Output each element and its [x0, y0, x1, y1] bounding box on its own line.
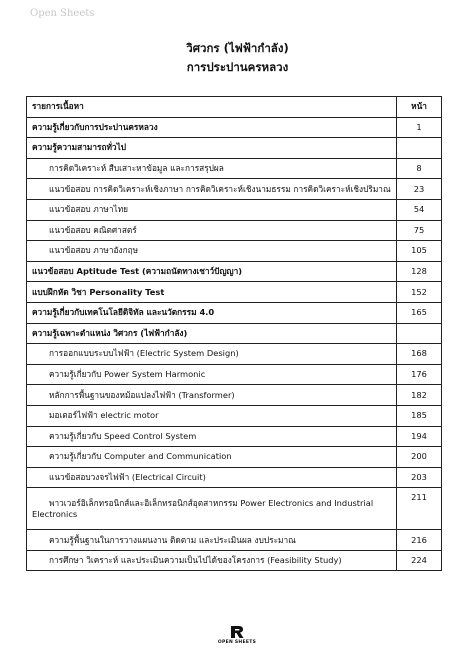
- entry-page-cell: [397, 138, 442, 159]
- entry-title-cell: ความรู้เกี่ยวกับ Computer and Communication: [27, 447, 397, 468]
- entry-page-cell: 194: [397, 426, 442, 447]
- entry-title-cell: หลักการพื้นฐานของหม้อแปลงไฟฟ้า (Transformer): [27, 385, 397, 406]
- table-row: [27, 467, 442, 488]
- table-row: [27, 138, 442, 159]
- entry-page-cell: 216: [397, 530, 442, 551]
- open-sheets-logo-icon: [228, 624, 246, 640]
- entry-page-cell: 203: [397, 467, 442, 488]
- entry-title-cell: การคิดวิเคราะห์ สืบเสาะหาข้อมูล และการสรุปผล: [27, 158, 397, 179]
- entry-title-cell: มอเตอร์ไฟฟ้า electric motor: [27, 405, 397, 426]
- table-row: [27, 117, 442, 138]
- entry-title-cell: ความรู้เกี่ยวกับการประปานครหลวง: [27, 117, 397, 138]
- entry-page-cell: 105: [397, 241, 442, 262]
- table-row: [27, 364, 442, 385]
- entry-page-cell: 168: [397, 344, 442, 365]
- entry-page-cell: 176: [397, 364, 442, 385]
- entry-title-cell: การออกแบบระบบไฟฟ้า (Electric System Design): [27, 344, 397, 365]
- entry-page-cell: 1: [397, 117, 442, 138]
- table-row: [27, 158, 442, 179]
- table-row: [27, 241, 442, 262]
- table-row: [27, 323, 442, 344]
- entry-title-cell: ความรู้เกี่ยวกับเทคโนโลยีดิจิทัล และนวัตกรรม 4.0: [27, 302, 397, 323]
- entry-page-cell: 211: [397, 488, 442, 530]
- entry-title-cell: ความรู้เกี่ยวกับ Speed Control System: [27, 426, 397, 447]
- table-row: [27, 426, 442, 447]
- entry-title-cell: แนวข้อสอบ ภาษาอังกฤษ: [27, 241, 397, 262]
- entry-page-cell: 152: [397, 282, 442, 303]
- table-header-row: [27, 97, 442, 118]
- watermark: Open Sheets: [30, 8, 95, 19]
- entry-title-cell: แบบฝึกหัด วิชา Personality Test: [27, 282, 397, 303]
- entry-page-cell: 200: [397, 447, 442, 468]
- table-of-contents: [26, 96, 442, 571]
- table-row: [27, 282, 442, 303]
- entry-title-cell: ความรู้ความสามารถทั่วไป: [27, 138, 397, 159]
- entry-title-cell: แนวข้อสอบ Aptitude Test (ความถนัดทางเชาว์ปัญญา): [27, 261, 397, 282]
- entry-title-cell: การศึกษา วิเคราะห์ และประเมินความเป็นไปได้ของโครงการ (Feasibility Study): [27, 550, 397, 571]
- header-page-cell: หน้า: [397, 97, 442, 118]
- table-row: [27, 261, 442, 282]
- entry-title-cell: ความรู้พื้นฐานในการวางแผนงาน ติดตาม และประเมินผล งบประมาณ: [27, 530, 397, 551]
- entry-page-cell: 54: [397, 199, 442, 220]
- logo-text: OPEN SHEETS: [217, 640, 257, 645]
- page-title: วิศวกร (ไฟฟ้ากำลัง): [186, 41, 289, 55]
- entry-page-cell: 165: [397, 302, 442, 323]
- entry-page-cell: 75: [397, 220, 442, 241]
- entry-title-cell: แนวข้อสอบ คณิตศาสตร์: [27, 220, 397, 241]
- header-item-cell: รายการเนื้อหา: [27, 97, 397, 118]
- table-row: [27, 530, 442, 551]
- table-row: [27, 344, 442, 365]
- table-row: [27, 385, 442, 406]
- entry-page-cell: 23: [397, 179, 442, 200]
- table-row: [27, 447, 442, 468]
- table-row: [27, 405, 442, 426]
- table-row: [27, 179, 442, 200]
- entry-page-cell: [397, 323, 442, 344]
- entry-page-cell: 8: [397, 158, 442, 179]
- table-row: [27, 550, 442, 571]
- entry-page-cell: 182: [397, 385, 442, 406]
- entry-page-cell: 128: [397, 261, 442, 282]
- page-subtitle: การประปานครหลวง: [186, 60, 289, 74]
- entry-page-cell: 224: [397, 550, 442, 571]
- entry-title-cell: ความรู้เกี่ยวกับ Power System Harmonic: [27, 364, 397, 385]
- table-row: [27, 199, 442, 220]
- entry-title-cell: แนวข้อสอบ การคิดวิเคราะห์เชิงภาษา การคิดวิเคราะห์เชิงนามธรรม การคิดวิเคราะห์เชิงปริมาณ: [27, 179, 397, 200]
- entry-page-cell: 185: [397, 405, 442, 426]
- open-sheets-logo: [212, 624, 262, 645]
- table-row: [27, 488, 442, 530]
- table-row: [27, 220, 442, 241]
- entry-title-cell: พาวเวอร์อิเล็กทรอนิกส์และอิเล็กทรอนิกส์อุตสาหกรรม Power Electronics and Industrial Electronics: [27, 488, 397, 530]
- entry-title-cell: ความรู้เฉพาะตำแหน่ง วิศวกร (ไฟฟ้ากำลัง): [27, 323, 397, 344]
- entry-title-cell: แนวข้อสอบ ภาษาไทย: [27, 199, 397, 220]
- table-row: [27, 302, 442, 323]
- entry-title-cell: แนวข้อสอบวงจรไฟฟ้า (Electrical Circuit): [27, 467, 397, 488]
